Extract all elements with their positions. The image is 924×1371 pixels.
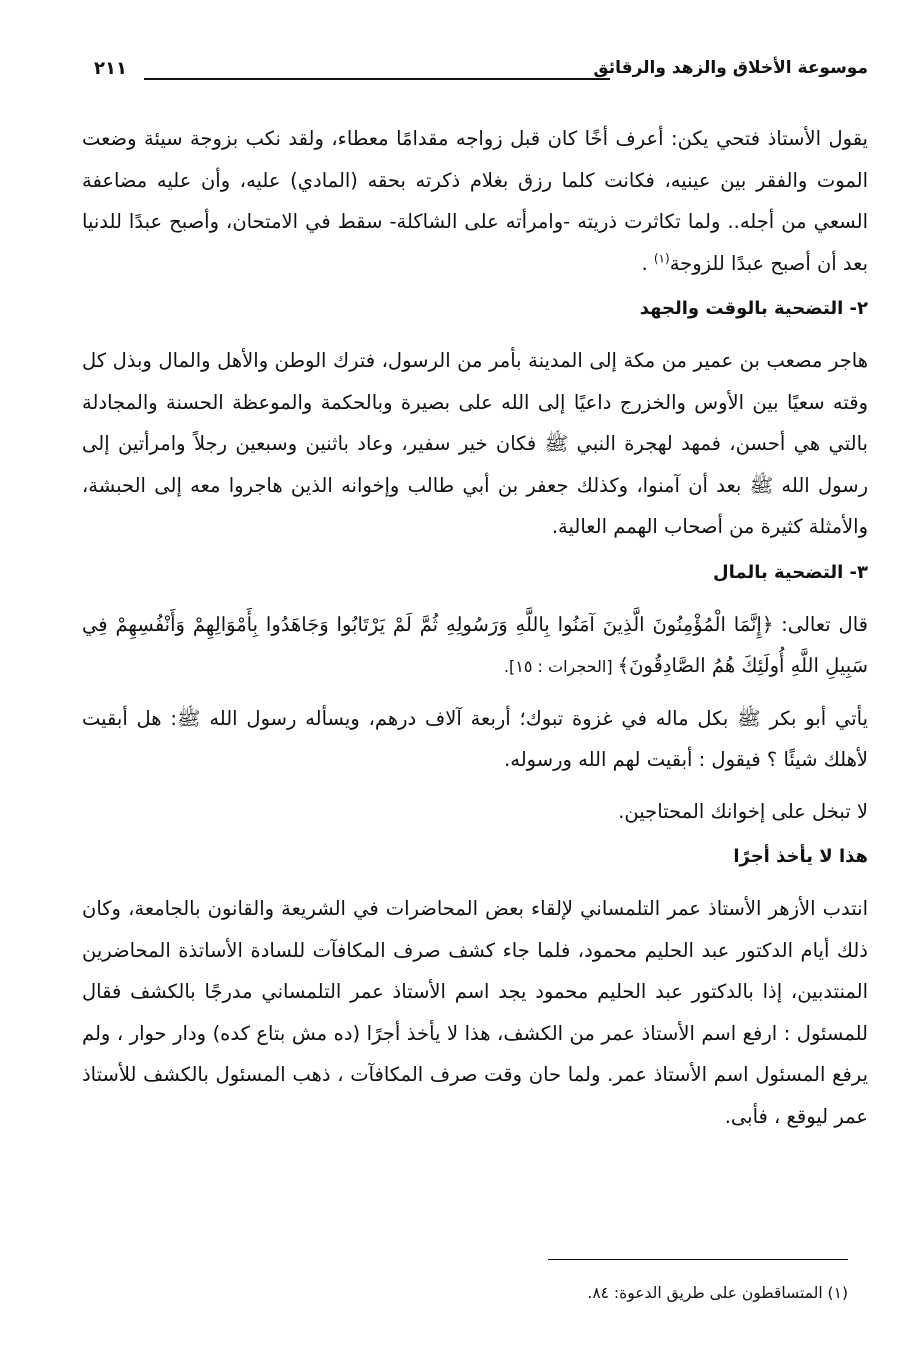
heading-money: ٣- التضحية بالمال	[713, 561, 868, 583]
footnote-marker: (١)	[653, 251, 670, 265]
verse-reference: [الحجرات : ١٥].	[503, 657, 618, 676]
quran-verse: ﴿إِنَّمَا الْمُؤْمِنُونَ الَّذِينَ آمَنُوا بِاللَّهِ وَرَسُولِهِ ثُمَّ لَمْ يَرْتَابُوا وَجَاهَدُوا بِأَمْوَالِهِمْ وَأَنْفُسِهِمْ فِي سَبِيلِ اللَّهِ أُولَئِكَ هُمُ الصَّادِقُونَ﴾	[82, 612, 868, 677]
paragraph-quran-verse	[82, 604, 868, 688]
running-header	[78, 56, 868, 90]
body-text	[82, 118, 868, 1137]
verse-intro: قال تعالى:	[773, 612, 868, 636]
header-rule	[144, 78, 610, 80]
header-title: موسوعة الأخلاق والزهد والرقائق	[593, 58, 868, 78]
page-number: ٢١١	[94, 58, 127, 79]
paragraph-musab: هاجر مصعب بن عمير من مكة إلى المدينة بأمر من الرسول، فترك الوطن والأهل والمال وبذل كل وقته سعيًا بين الأوس والخزرج داعيًا إلى الله على بصيرة وبالحكمة والموعظة الحسنة والمجادلة بالتي هي أحسن، فمهد لهجرة النبي ﷺ فكان خير سفير، وعاد باثنين وسبعين رجلاً وامرأتين إلى رسول الله ﷺ بعد أن آمنوا، وكذلك جعفر بن أبي طالب وإخوانه الذين هاجروا معه إلى الحبشة، والأمثلة كثيرة من أصحاب الهمم العالية.	[82, 349, 868, 538]
footnote: (١) المتساقطون على طريق الدعوة: ٨٤.	[587, 1284, 848, 1302]
heading-time-effort: ٢- التضحية بالوقت والجهد	[639, 298, 868, 319]
paragraph-do-not-be-stingy: لا تبخل على إخوانك المحتاجين.	[618, 799, 868, 823]
paragraph-fathi-yakan	[82, 118, 868, 284]
paragraph-end: .	[641, 251, 654, 275]
heading-no-wage: هذا لا يأخذ أجرًا	[733, 846, 868, 867]
paragraph-text: يقول الأستاذ فتحي يكن: أعرف أخًا كان قبل زواجه مقدامًا معطاء، ولقد نكب بزوجة سيئة وضعت الموت والفقر بين عينيه، فكانت كلما رزق بغلام ذكرته بحقه (المادي) عليه، وأن عليه مضاعفة السعي من أجله.. ولما تكاثرت ذريته -وامرأته على الشاكلة- سقط في الامتحان، وأصبح عبدًا للدنيا بعد أن أصبح عبدًا للزوجة	[82, 127, 868, 275]
footnote-rule	[548, 1259, 848, 1260]
paragraph-abu-bakr: يأتي أبو بكر ﷺ بكل ماله في غزوة تبوك؛ أربعة آلاف درهم، ويسأله رسول الله ﷺ: هل أبقيت لأهلك شيئًا ؟ فيقول : أبقيت لهم الله ورسوله.	[82, 706, 868, 771]
paragraph-umar-tilmisani: انتدب الأزهر الأستاذ عمر التلمساني لإلقاء بعض المحاضرات في الشريعة والقانون بالجامعة، وكان ذلك أيام الدكتور عبد الحليم محمود، فلما جاء كشف صرف المكافآت للسادة الأساتذة المحاضرين المنتدبين، إذا بالدكتور عبد الحليم محمود يجد اسم الأستاذ عمر التلمساني مدرجًا بالكشف فقال للمسئول : ارفع اسم الأستاذ عمر من الكشف، هذا لا يأخذ أجرًا (ده مش بتاع كده) ودار حوار ، ولم يرفع المسئول اسم الأستاذ عمر. ولما حان وقت صرف المكافآت ، ذهب المسئول بالكشف للأستاذ عمر ليوقع ، فأبى.	[82, 897, 868, 1128]
